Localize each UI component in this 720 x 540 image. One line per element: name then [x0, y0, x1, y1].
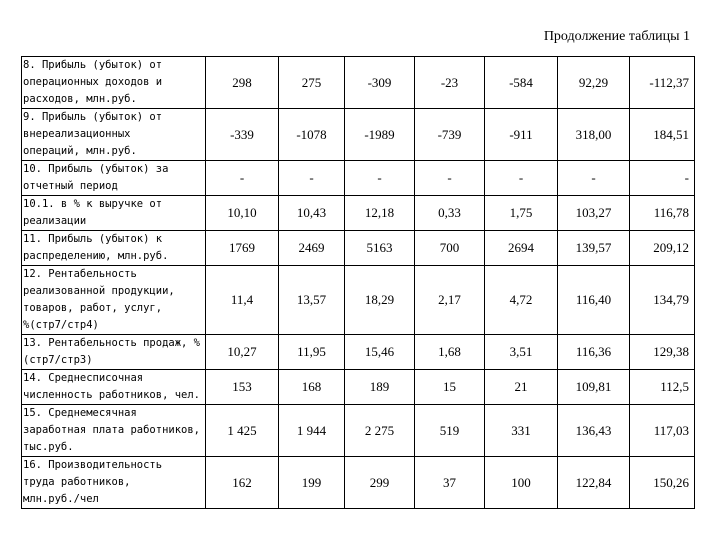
table-cell: 10,43	[279, 196, 345, 231]
row-label	[22, 231, 206, 266]
row-label-line: внереализационных	[23, 128, 131, 140]
table-cell: 13,57	[279, 266, 345, 335]
table-cell: 168	[279, 370, 345, 405]
table-cell: 209,12	[630, 231, 695, 266]
row-label-line: 16. Производительность	[23, 459, 163, 471]
table-row	[22, 109, 695, 161]
table-row	[22, 335, 695, 370]
row-label	[22, 109, 206, 161]
table-cell: 12,18	[345, 196, 415, 231]
table-cell: 189	[345, 370, 415, 405]
table-cell: 3,51	[485, 335, 558, 370]
table-cell: -112,37	[630, 57, 695, 109]
table-cell: -	[630, 161, 695, 196]
table-cell: 134,79	[630, 266, 695, 335]
table-cell: 139,57	[558, 231, 630, 266]
row-label	[22, 405, 206, 457]
table-cell: -911	[485, 109, 558, 161]
table-cell: 1,75	[485, 196, 558, 231]
table-cell: 519	[415, 405, 485, 457]
table-cell: 122,84	[558, 457, 630, 509]
table-row	[22, 405, 695, 457]
row-label-line: 10. Прибыль (убыток) за	[23, 163, 169, 175]
table-cell: 103,27	[558, 196, 630, 231]
row-label-line: расходов, млн.руб.	[23, 93, 137, 105]
table-cell: -1078	[279, 109, 345, 161]
table-cell: 129,38	[630, 335, 695, 370]
table-cell: 92,29	[558, 57, 630, 109]
table-cell: 11,4	[206, 266, 279, 335]
table-cell: 199	[279, 457, 345, 509]
table-cell: 116,36	[558, 335, 630, 370]
row-label-line: 12. Рентабельность	[23, 268, 137, 280]
row-label	[22, 57, 206, 109]
table-cell: 318,00	[558, 109, 630, 161]
row-label	[22, 457, 206, 509]
row-label	[22, 161, 206, 196]
row-label-line: 13. Рентабельность продаж, %	[23, 337, 201, 349]
table-cell: 15,46	[345, 335, 415, 370]
table-cell: 1,68	[415, 335, 485, 370]
table-cell: -	[279, 161, 345, 196]
table-cell: 331	[485, 405, 558, 457]
table-cell: 0,33	[415, 196, 485, 231]
table-cell: 2694	[485, 231, 558, 266]
table-cell: -23	[415, 57, 485, 109]
row-label-line: %(стр7/стр4)	[23, 319, 99, 331]
table-row	[22, 57, 695, 109]
row-label	[22, 266, 206, 335]
row-label-line: млн.руб./чел	[23, 493, 99, 505]
table-row	[22, 161, 695, 196]
table-cell: 136,43	[558, 405, 630, 457]
table-cell: -	[345, 161, 415, 196]
table-cell: 184,51	[630, 109, 695, 161]
row-label-line: 15. Среднемесячная	[23, 407, 137, 419]
row-label-line: 9. Прибыль (убыток) от	[23, 111, 163, 123]
table-row	[22, 370, 695, 405]
table-cell: 116,78	[630, 196, 695, 231]
table-cell: 1 425	[206, 405, 279, 457]
table-cell: 2469	[279, 231, 345, 266]
table-cell: -	[485, 161, 558, 196]
row-label-line: 10.1. в % к выручке от	[23, 198, 163, 210]
table-cell: -	[415, 161, 485, 196]
row-label-line: реализованной продукции,	[23, 285, 175, 297]
table-cell: -	[206, 161, 279, 196]
table-cell: 299	[345, 457, 415, 509]
table-body	[22, 57, 695, 509]
table-cell: 4,72	[485, 266, 558, 335]
row-label-line: труда работников,	[23, 476, 131, 488]
table-cell: -339	[206, 109, 279, 161]
table-cell: 37	[415, 457, 485, 509]
table-row	[22, 266, 695, 335]
table-cell: 10,27	[206, 335, 279, 370]
data-table	[21, 56, 695, 509]
row-label-line: реализации	[23, 215, 87, 227]
table-cell: -309	[345, 57, 415, 109]
table-cell: 1769	[206, 231, 279, 266]
table-cell: 18,29	[345, 266, 415, 335]
table-cell: 112,5	[630, 370, 695, 405]
table-cell: 10,10	[206, 196, 279, 231]
table-cell: 275	[279, 57, 345, 109]
row-label-line: товаров, работ, услуг,	[23, 302, 163, 314]
table-row	[22, 457, 695, 509]
table-cell: 1 944	[279, 405, 345, 457]
table-cell: 153	[206, 370, 279, 405]
table-cell: 116,40	[558, 266, 630, 335]
row-label-line: тыс.руб.	[23, 441, 74, 453]
row-label-line: операций, млн.руб.	[23, 145, 137, 157]
table-cell: 150,26	[630, 457, 695, 509]
table-cell: -584	[485, 57, 558, 109]
table-cell: 15	[415, 370, 485, 405]
table-row	[22, 231, 695, 266]
table-cell: 700	[415, 231, 485, 266]
row-label-line: распределению, млн.руб.	[23, 250, 169, 262]
table-cell: -	[558, 161, 630, 196]
table-cell: 2 275	[345, 405, 415, 457]
table-cell: -1989	[345, 109, 415, 161]
table-cell: 109,81	[558, 370, 630, 405]
table-cell: 100	[485, 457, 558, 509]
table-cell: 162	[206, 457, 279, 509]
row-label-line: (стр7/стр3)	[23, 354, 93, 366]
row-label-line: 11. Прибыль (убыток) к	[23, 233, 163, 245]
row-label-line: операционных доходов и	[23, 76, 163, 88]
table-cell: 2,17	[415, 266, 485, 335]
table-cell: 117,03	[630, 405, 695, 457]
table-cell: 21	[485, 370, 558, 405]
row-label	[22, 370, 206, 405]
table-caption: Продолжение таблицы 1	[543, 29, 690, 44]
table-row	[22, 196, 695, 231]
table-cell: -739	[415, 109, 485, 161]
row-label-line: отчетный период	[23, 180, 118, 192]
row-label-line: 8. Прибыль (убыток) от	[23, 59, 163, 71]
row-label-line: численность работников, чел.	[23, 389, 201, 401]
table-cell: 11,95	[279, 335, 345, 370]
row-label	[22, 335, 206, 370]
row-label	[22, 196, 206, 231]
row-label-line: заработная плата работников,	[23, 424, 201, 436]
row-label-line: 14. Среднесписочная	[23, 372, 144, 384]
table-cell: 298	[206, 57, 279, 109]
table-cell: 5163	[345, 231, 415, 266]
